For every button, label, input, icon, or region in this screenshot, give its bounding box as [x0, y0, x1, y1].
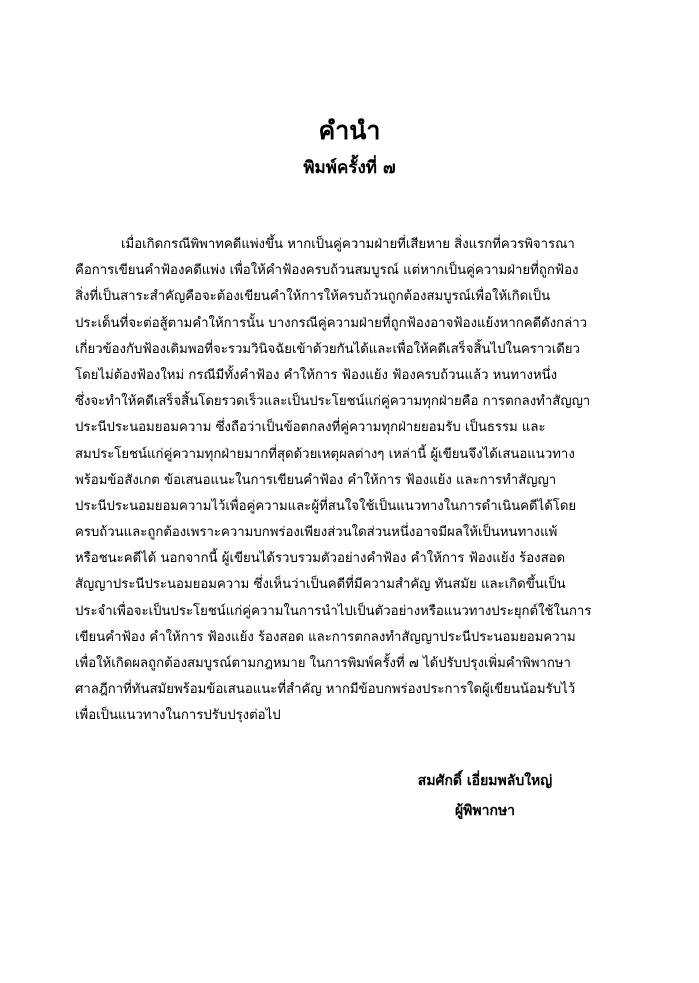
paragraph-line: หรือชนะคดีได้ นอกจากนี้ ผู้เขียนได้รวบรวมตัวอย่างคำฟ้อง คำให้การ ฟ้องแย้ง ร้องสอด — [75, 551, 566, 567]
paragraph-line: เขียนคำฟ้อง คำให้การ ฟ้องแย้ง ร้องสอด และการตกลงทำสัญญาประนีประนอมยอมความ — [75, 629, 576, 645]
paragraph-line: โดยไม่ต้องฟ้องใหม่ กรณีมีทั้งคำฟ้อง คำให้การ ฟ้องแย้ง ฟ้องครบถ้วนแล้ว หนทางหนึ่ง — [75, 367, 558, 383]
page-title: คำนำ — [318, 116, 381, 145]
paragraph-line: ศาลฎีกาที่ทันสมัยพร้อมข้อเสนอแนะที่สำคัญ หากมีข้อบกพร่องประการใดผู้เขียนน้อมรับไว้ — [75, 682, 576, 698]
signature-name: สมศักดิ์ เอี่ยมพลับใหญ่ — [417, 773, 553, 789]
paragraph-line: เพื่อให้เกิดผลถูกต้องสมบูรณ์ตามกฎหมาย ในการพิมพ์ครั้งที่ ๗ ได้ปรับปรุงเพิ่มคำพิพากษา — [75, 656, 571, 671]
signature-role: ผู้พิพากษา — [454, 803, 516, 819]
preface-body — [75, 232, 637, 730]
paragraph-line: ประนีประนอมยอมความไว้เพื่อคู่ความและผู้ที่สนใจใช้เป็นแนวทางในการดำเนินคดีได้โดย — [75, 498, 577, 514]
edition-subtitle: พิมพ์ครั้งที่ ๗ — [303, 158, 396, 178]
paragraph-line: ซึ่งจะทำให้คดีเสร็จสิ้นโดยรวดเร็วและเป็นประโยชน์แก่คู่ความทุกฝ่ายคือ การตกลงทำสัญญา — [75, 394, 591, 410]
paragraph-line: เกี่ยวข้องกับฟ้องเดิมพอที่จะรวมวินิจฉัยเข้าด้วยกันได้และเพื่อให้คดีเสร็จสิ้นไปในคราวเดียว — [75, 341, 580, 357]
paragraph-line: ประจำเพื่อจะเป็นประโยชน์แก่คู่ความในการนำไปเป็นตัวอย่างหรือแนวทางประยุกต์ใช้ในการ — [75, 603, 592, 619]
paragraph-line: เพื่อเป็นแนวทางในการปรับปรุงต่อไป — [75, 708, 281, 724]
paragraph-line: เมื่อเกิดกรณีพิพาทคดีแพ่งขึ้น หากเป็นคู่ความฝ่ายที่เสียหาย สิ่งแรกที่ควรพิจารณา — [121, 237, 575, 252]
paragraph-line: ประนีประนอมยอมความ ซึ่งถือว่าเป็นข้อตกลงที่คู่ความทุกฝ่ายยอมรับ เป็นธรรม และ — [75, 420, 546, 436]
paragraph-line: คือการเขียนคำฟ้องคดีแพ่ง เพื่อให้คำฟ้องครบถ้วนสมบูรณ์ แต่หากเป็นคู่ความฝ่ายที่ถูกฟ้อง — [75, 263, 579, 279]
paragraph-line: สมประโยชน์แก่คู่ความทุกฝ่ายมากที่สุดด้วยเหตุผลต่างๆ เหล่านี้ ผู้เขียนจึงได้เสนอแนวทาง — [75, 446, 575, 462]
paragraph-line: สัญญาประนีประนอมยอมความ ซึ่งเห็นว่าเป็นคดีที่มีความสำคัญ ทันสมัย และเกิดขึ้นเป็น — [75, 577, 566, 593]
paragraph-line: ครบถ้วนและถูกต้องเพราะความบกพร่องเพียงส่วนใดส่วนหนึ่งอาจมีผลให้เป็นหนทางแพ้ — [75, 525, 558, 541]
paragraph-line: ประเด็นที่จะต่อสู้ตามคำให้การนั้น บางกรณีคู่ความฝ่ายที่ถูกฟ้องอาจฟ้องแย้งหากคดีดังกล่าว — [75, 315, 588, 331]
paragraph-line: สิ่งที่เป็นสาระสำคัญคือจะต้องเขียนคำให้การให้ครบถ้วนถูกต้องสมบูรณ์เพื่อให้เกิดเป็น — [75, 289, 551, 305]
paragraph-line: พร้อมข้อสังเกต ข้อเสนอแนะในการเขียนคำฟ้อง คำให้การ ฟ้องแย้ง และการทำสัญญา — [75, 472, 557, 488]
